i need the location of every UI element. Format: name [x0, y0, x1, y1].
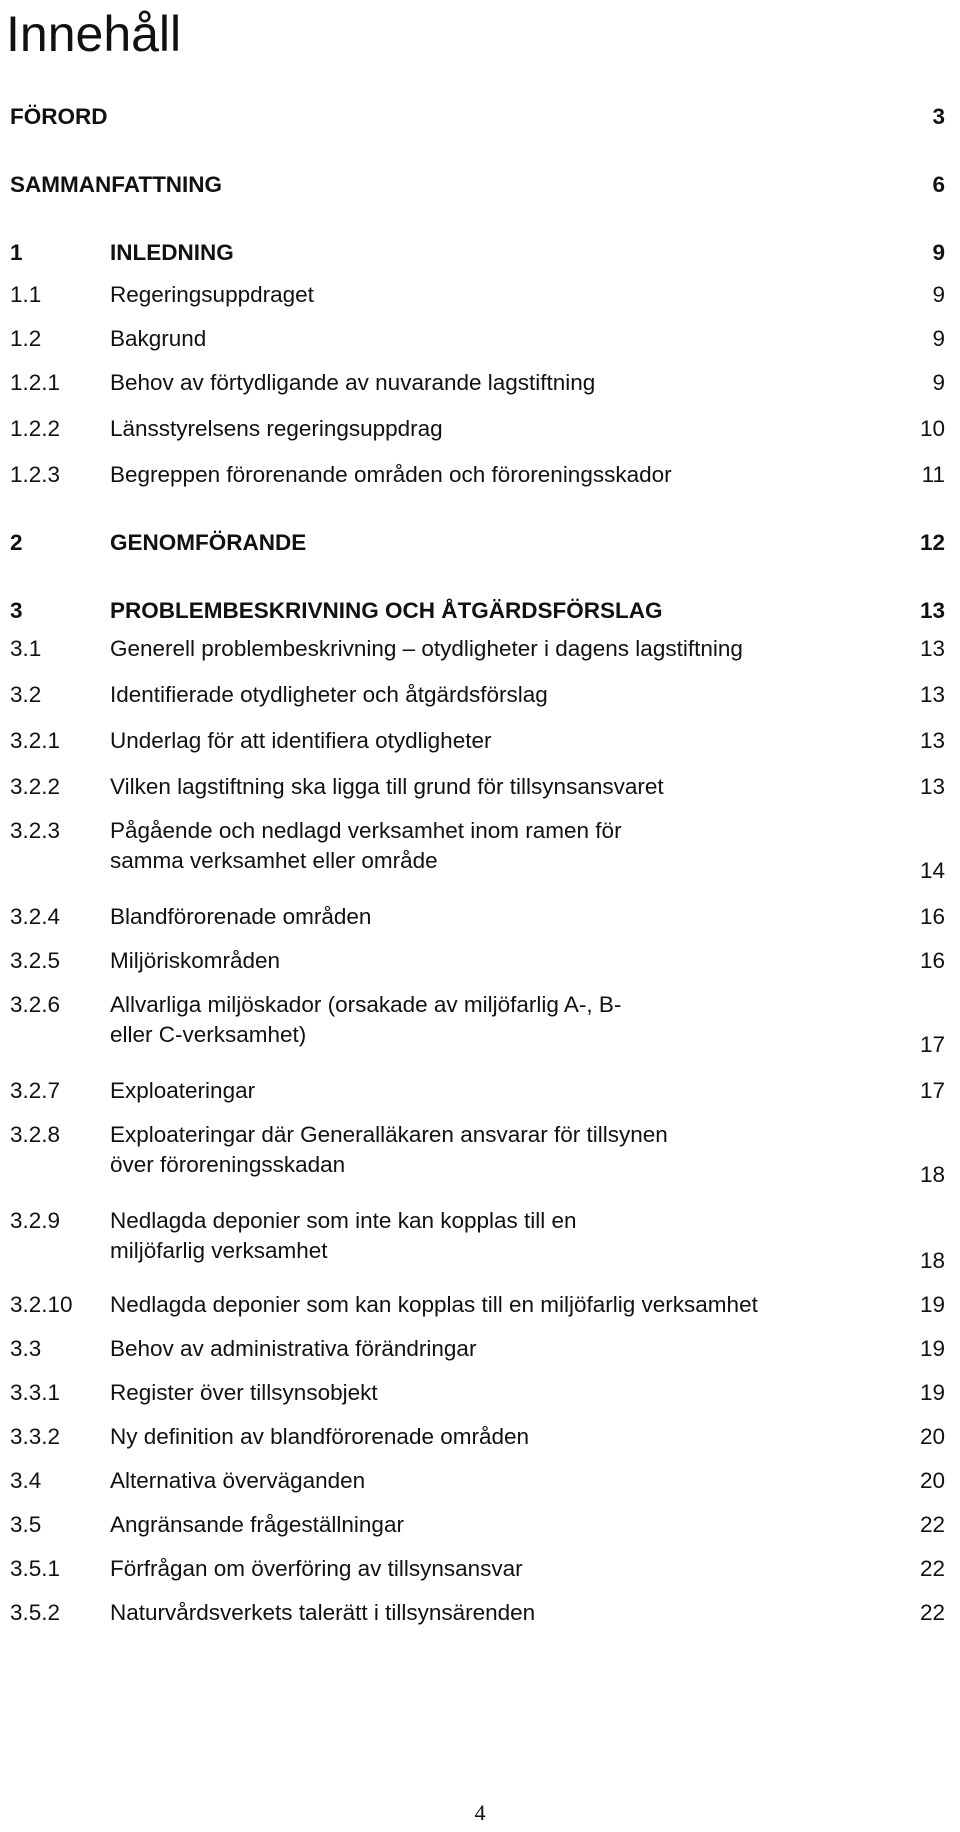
toc-text: Nedlagda deponier som kan kopplas till en miljöfarlig verksamhet [110, 1292, 758, 1317]
toc-page: 9 [932, 240, 945, 265]
toc-page: 9 [932, 370, 945, 395]
toc-text: Miljöriskområden [110, 948, 281, 973]
toc-page: 3 [932, 104, 945, 129]
toc-page: 22 [919, 1556, 945, 1581]
toc-page: 14 [919, 858, 945, 883]
toc-number: 3.2.2 [10, 774, 61, 799]
toc-number: 3.3 [10, 1336, 42, 1361]
toc-page: 18 [919, 1162, 945, 1187]
toc-page: 19 [919, 1336, 945, 1361]
toc-text: PROBLEMBESKRIVNING OCH ÅTGÄRDSFÖRSLAG [110, 598, 663, 623]
toc-text: Exploateringar [110, 1078, 256, 1103]
toc-text: Ny definition av blandförorenade områden [110, 1424, 530, 1449]
toc-text: Förfrågan om överföring av tillsynsansvar [110, 1556, 523, 1581]
toc-text: GENOMFÖRANDE [110, 530, 307, 555]
toc-number: 3.2.9 [10, 1208, 61, 1233]
toc-number: 3 [10, 598, 23, 623]
toc-number: 1.2 [10, 326, 42, 351]
toc-number: 1.2.1 [10, 370, 61, 395]
toc-number: 3.2.8 [10, 1122, 61, 1147]
toc-number: 3.2.7 [10, 1078, 61, 1103]
toc-page: 12 [919, 530, 945, 555]
toc-number: 1 [10, 240, 23, 265]
toc-page: 11 [921, 462, 945, 487]
toc-number: 3.2.5 [10, 948, 61, 973]
toc-text: Angränsande frågeställningar [110, 1512, 404, 1537]
toc-page: 10 [919, 416, 945, 441]
toc-page: 16 [919, 904, 945, 929]
toc-text: FÖRORD [10, 104, 108, 129]
toc-text: Vilken lagstiftning ska ligga till grund för tillsynsansvaret [110, 774, 664, 799]
toc-text: SAMMANFATTNING [10, 172, 223, 197]
toc-page: 6 [932, 172, 945, 197]
toc-page: 13 [919, 598, 945, 623]
toc-number: 1.1 [10, 282, 42, 307]
toc-page: 19 [919, 1292, 945, 1317]
toc-page: 20 [919, 1468, 945, 1493]
toc-number: 3.4 [10, 1468, 42, 1493]
toc-text: Begreppen förorenande områden och föroreningsskador [110, 462, 672, 487]
toc-text: Allvarliga miljöskador (orsakade av miljöfarlig A-, B- eller C-verksamhet) [110, 992, 622, 1047]
toc-page: 20 [919, 1424, 945, 1449]
toc-text: Identifierade otydligheter och åtgärdsförslag [110, 682, 548, 707]
toc-text: Pågående och nedlagd verksamhet inom ramen för samma verksamhet eller område [110, 818, 622, 873]
toc-number: 3.3.2 [10, 1424, 61, 1449]
toc-text: Länsstyrelsens regeringsuppdrag [110, 416, 443, 441]
toc-page: 16 [919, 948, 945, 973]
page-title: Innehåll [6, 6, 182, 62]
toc-number: 2 [10, 530, 23, 555]
toc-text: Nedlagda deponier som inte kan kopplas till en miljöfarlig verksamhet [110, 1208, 577, 1263]
toc-page: 17 [919, 1032, 945, 1057]
toc-text: Exploateringar där Generalläkaren ansvarar för tillsynen över föroreningsskadan [110, 1122, 668, 1177]
toc-number: 3.5.1 [10, 1556, 61, 1581]
toc-text: Underlag för att identifiera otydligheter [110, 728, 492, 753]
toc-page: 9 [932, 326, 945, 351]
toc-number: 1.2.2 [10, 416, 61, 441]
toc-number: 3.2.1 [10, 728, 61, 753]
toc-number: 3.2 [10, 682, 42, 707]
toc-number: 3.2.3 [10, 818, 61, 843]
toc-page: 18 [919, 1248, 945, 1273]
toc-text: Regeringsuppdraget [110, 282, 314, 307]
toc-page: 13 [919, 636, 945, 661]
toc-text: Alternativa överväganden [110, 1468, 366, 1493]
toc-number: 1.2.3 [10, 462, 61, 487]
toc-text: Naturvårdsverkets talerätt i tillsynsärenden [110, 1600, 536, 1625]
toc-page: 13 [919, 728, 945, 753]
toc-page: 13 [919, 774, 945, 799]
toc-number: 3.3.1 [10, 1380, 61, 1405]
toc-page: 17 [919, 1078, 945, 1103]
toc-page: 19 [919, 1380, 945, 1405]
toc-number: 3.1 [10, 636, 42, 661]
toc-text: Bakgrund [110, 326, 207, 351]
toc-number: 3.2.6 [10, 992, 61, 1017]
toc-page: 22 [919, 1600, 945, 1625]
toc-page: 13 [919, 682, 945, 707]
toc-number: 3.5 [10, 1512, 42, 1537]
toc-text: Behov av förtydligande av nuvarande lagstiftning [110, 370, 596, 395]
toc-number: 3.5.2 [10, 1600, 61, 1625]
toc-text: Generell problembeskrivning – otydligheter i dagens lagstiftning [110, 636, 743, 661]
toc-page: 9 [932, 282, 945, 307]
toc-text: Blandförorenade områden [110, 904, 372, 929]
toc-page: 22 [919, 1512, 945, 1537]
toc-number: 3.2.4 [10, 904, 61, 929]
toc-text: Register över tillsynsobjekt [110, 1380, 378, 1405]
toc-text: INLEDNING [110, 240, 234, 265]
toc-number: 3.2.10 [10, 1292, 73, 1317]
page-number: 4 [474, 1800, 486, 1825]
toc-text: Behov av administrativa förändringar [110, 1336, 477, 1361]
